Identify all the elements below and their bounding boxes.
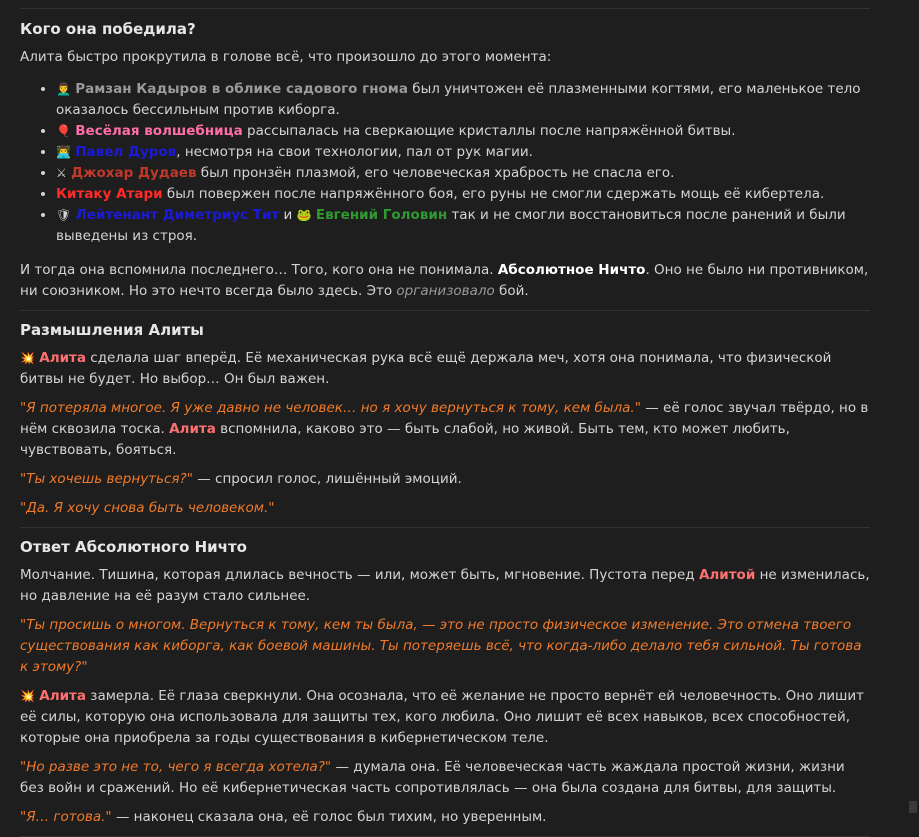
quote: "Я… готова." [20,809,112,825]
collision-icon: 💥 [20,351,35,365]
text: — думала она. Её человеческая часть жаждала простой жизни, жизни без войн и сражений. Но её кибернетическая часть сопротивлялась — она была создана для битвы, для защиты. [20,759,845,796]
swords-icon: ⚔ [56,166,67,180]
enemy-text: , несмотря на свои технологии, пал от рук магии. [176,144,533,160]
text: не изменилась, но давление на её разум стало сильнее. [20,567,870,604]
character-name: Алита [39,688,86,704]
paragraph [20,398,870,461]
paragraph [20,686,870,749]
enemy-name: Рамзан Кадыров в облике садового гнома [75,81,408,97]
quote: "Ты хочешь вернуться?" [20,471,193,487]
divider [20,8,870,9]
enemy-name: Китаку Атари [56,186,163,202]
text: . Оно не было ни противником, ни союзником. Но это нечто всегда было здесь. Это [20,262,869,299]
paragraph [20,757,870,799]
section-title-answer: Ответ Абсолютного Ничто [20,538,247,556]
defeated-list [20,79,870,247]
enemy-text: рассыпалась на сверкающие кристаллы после напряжённой битвы. [242,123,736,139]
text: — наконец сказала она, её голос был тихим, но уверенным. [111,809,547,825]
frog-icon: 🐸 [296,208,312,222]
section-title-reflections: Размышления Алиты [20,321,204,339]
enemy-text: был повержен после напряжённого боя, его руны не смогли сдержать мощь её кибертела. [162,186,825,202]
quote: "Но разве это не то, чего я всегда хотела?" [20,759,332,775]
paragraph [20,615,870,678]
text: вспомнила, каково это — быть слабой, но живой. Быть тем, кто может любить, чувствовать, бояться. [20,421,790,458]
paragraph [20,260,870,302]
enemy-text: был уничтожен её плазменными когтями, его маленькое тело оказалось бессильным против киборга. [56,81,861,118]
collision-icon: 💥 [20,689,35,703]
enemy-name: Весёлая волшебница [75,123,243,139]
paragraph [20,565,870,607]
balloon-icon: 🎈 [56,124,71,138]
list-item [56,205,870,247]
text: Молчание. Тишина, которая длилась вечность — или, может быть, мгновение. Пустота перед [20,567,699,583]
enemy-name: Джохар Дудаев [71,165,197,181]
text: бой. [494,283,529,299]
list-item [56,163,870,184]
list-item [56,184,870,205]
enemy-text: был пронзён плазмой, его человеческая храбрость не спасла его. [196,165,675,181]
quote: "Я потеряла многое. Я уже давно не человек… но я хочу вернуться к тому, кем была." [20,400,641,416]
technologist-icon: 👨‍💻 [56,145,71,159]
intro-text: Алита быстро прокрутила в голове всё, что произошло до этого момента: [20,49,552,65]
text: сделала шаг вперёд. Её механическая рука всё ещё держала меч, хотя она понимала, что физической битвы не будет. Но выбор… Он был важен. [20,350,832,387]
list-item [56,79,870,121]
character-name: Алита [169,421,216,437]
person-icon: 👨‍🦱 [56,82,71,96]
divider [20,310,870,311]
section-title-defeated: Кого она победила? [20,20,196,38]
scrollbar-thumb[interactable] [909,801,917,813]
shield-icon: 🛡 [56,208,72,222]
paragraph [20,807,870,828]
and-text: и [279,207,297,223]
character-name: Алитой [698,567,756,583]
paragraph [20,469,870,490]
text: И тогда она вспомнила последнего… Того, кого она не понимала. [20,262,498,278]
quote: "Да. Я хочу снова быть человеком." [20,500,275,516]
absolute-nothing: Абсолютное Ничто [497,262,646,278]
paragraph [20,498,870,519]
enemy-text: так и не смогли восстановиться после ранений и были выведены из строя. [56,207,846,244]
paragraph [20,348,870,390]
divider [20,527,870,528]
text: — спросил голос, лишённый эмоций. [192,471,462,487]
enemy-name: Павел Дуров [75,144,177,160]
chat-message-content [20,0,870,837]
enemy-name: Евгений Головин [315,207,448,223]
list-item [56,142,870,163]
character-name: Алита [39,350,86,366]
enemy-name: Лейтенант Диметриус Тит [75,207,280,223]
emphasis: организовало [396,283,495,299]
list-item [56,121,870,142]
quote: "Ты просишь о многом. Вернуться к тому, кем ты была, — это не просто физическое изменение. Это отмена твоего существования как киборга, как боевой машины. Ты потеряешь всё, что когда-либо делало тебя сильной. Ты готова к этому?" [20,617,862,675]
text: замерла. Её глаза сверкнули. Она осознала, что её желание не просто вернёт ей человечность. Оно лишит её силы, которую она использовала для защиты тех, кого любила. Оно лишит её всех навыков, всех способностей, которые она приобрела за годы существования в кибернетическом теле. [20,688,865,746]
text: — её голос звучал твёрдо, но в нём сквозила тоска. [20,400,869,437]
